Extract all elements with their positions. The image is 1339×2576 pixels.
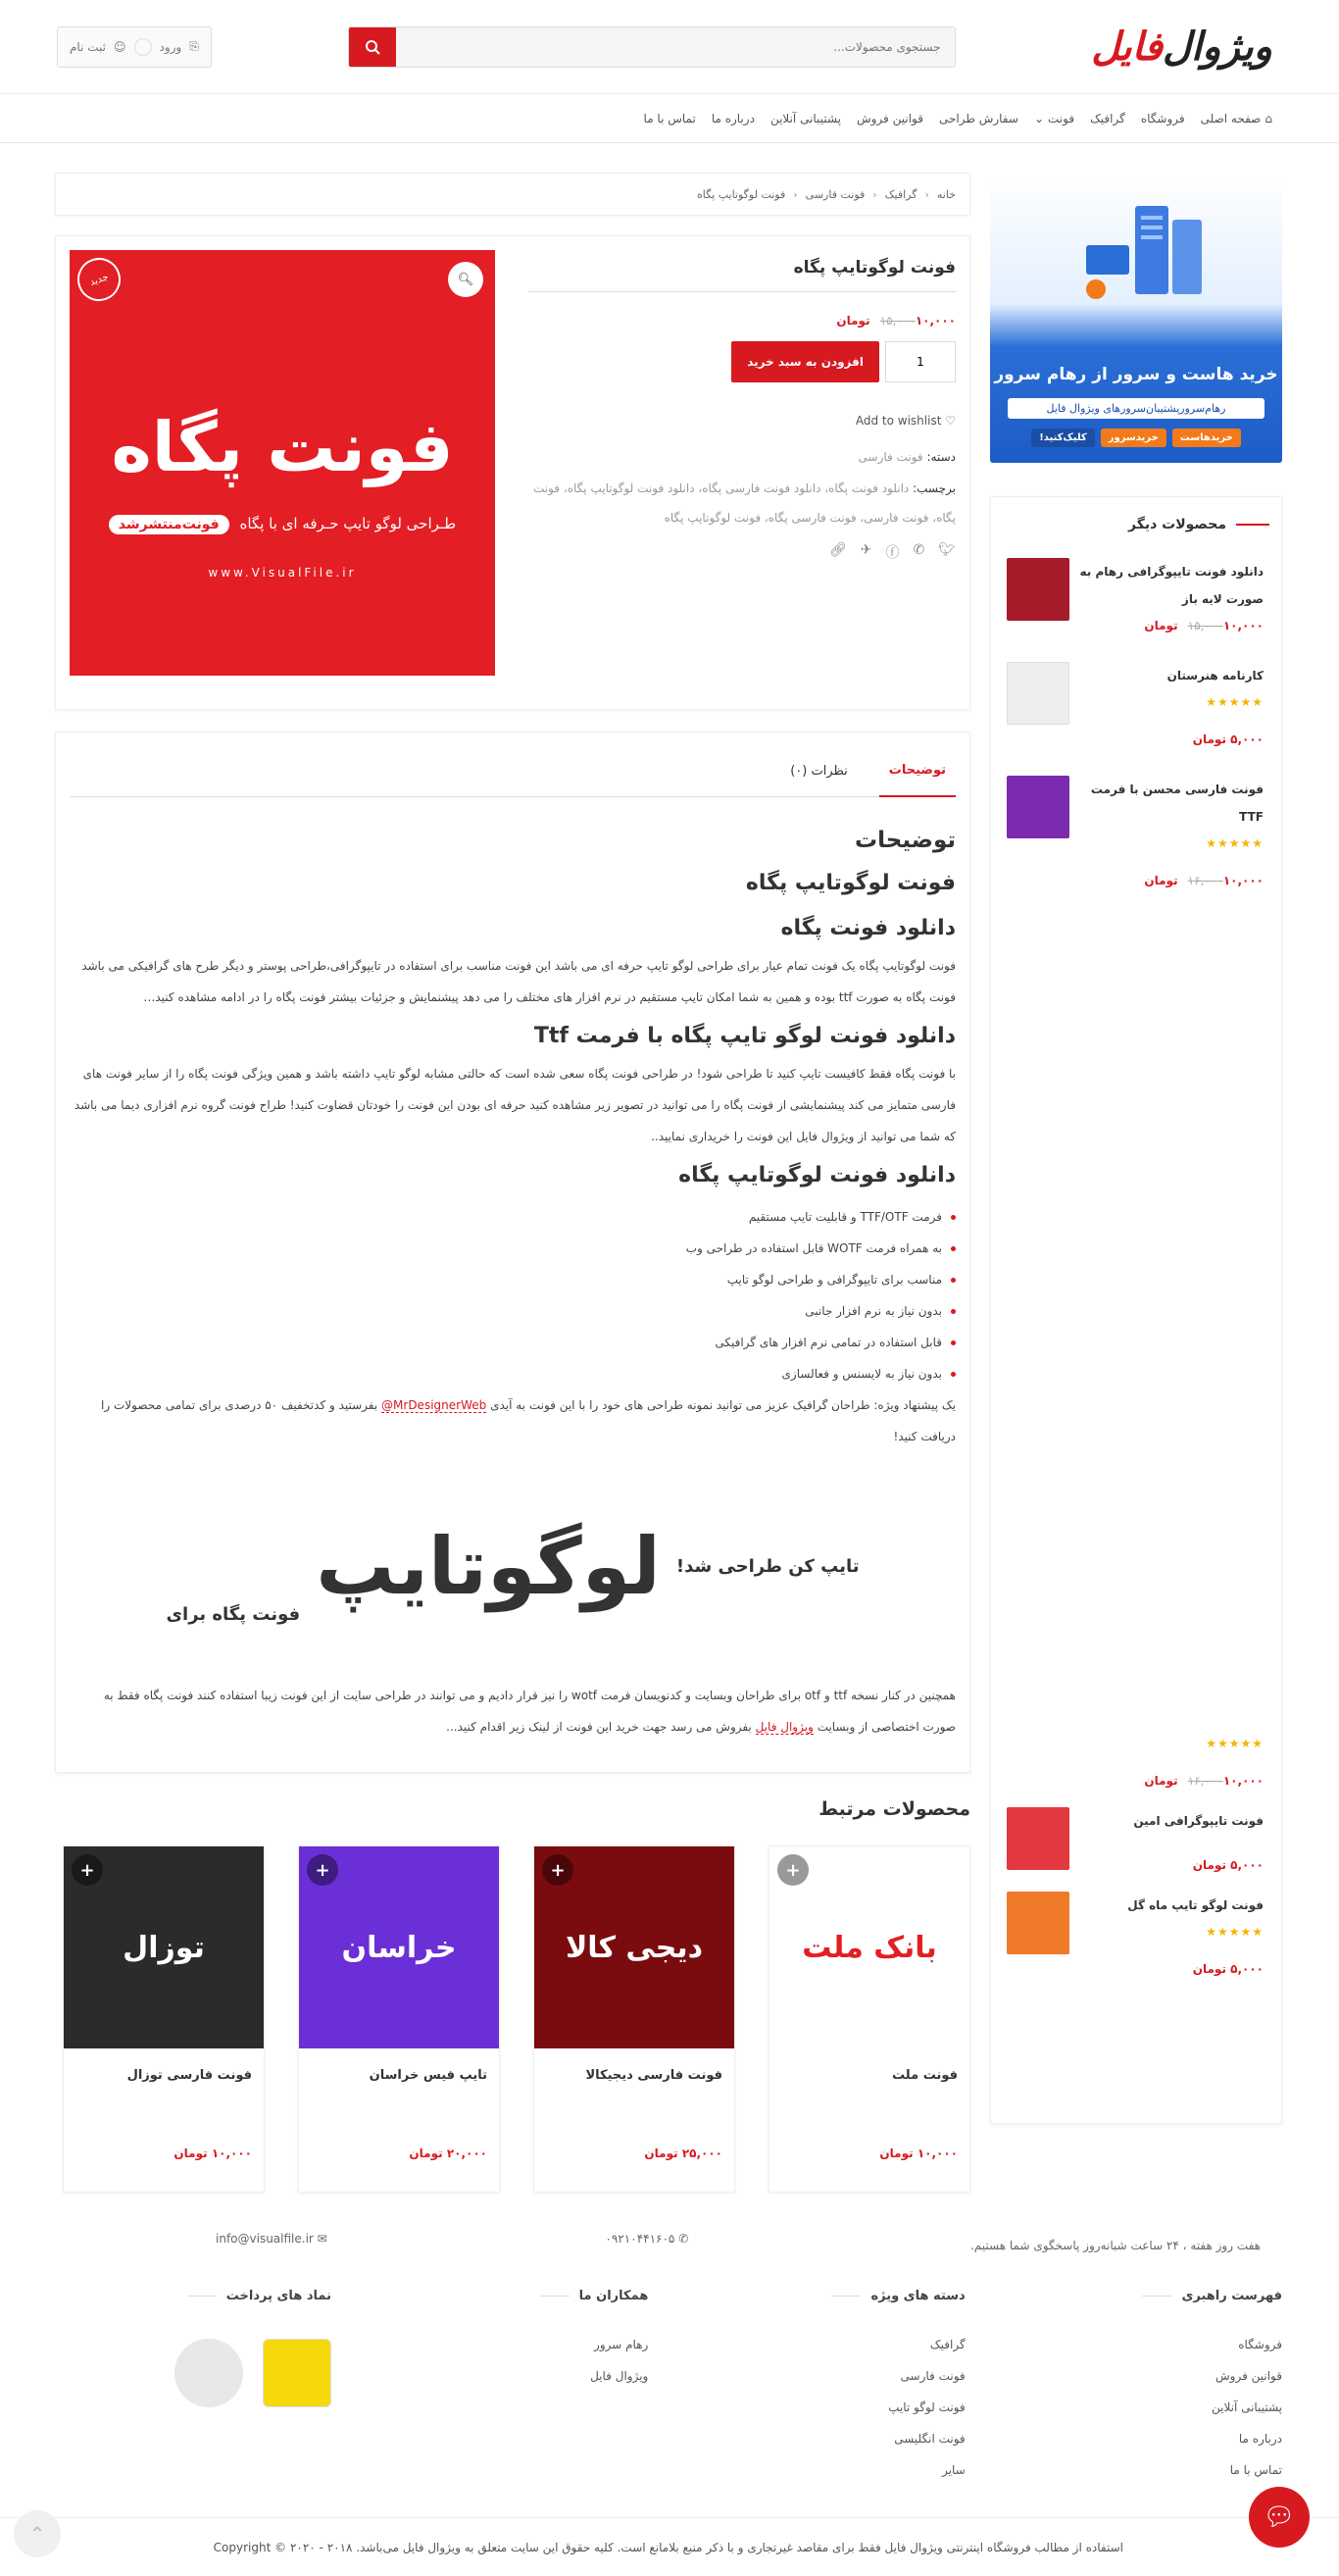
enamad-badge[interactable] [263, 2339, 331, 2407]
click-button[interactable]: کلیک‌کنید! [1031, 429, 1095, 447]
new-price: ۵,۰۰۰ تومان [1192, 1962, 1264, 1976]
old-price: ۱۵,۰۰۰ [879, 314, 916, 328]
chat-icon: 💬︎ [1263, 2502, 1296, 2532]
old-price: ۱۶,۰۰۰ [1187, 874, 1223, 887]
zoom-icon[interactable]: 🔍︎ [448, 262, 483, 297]
nav-home[interactable] [1201, 112, 1272, 126]
side-product-thumb [1007, 662, 1069, 725]
contact-row [0, 2232, 1339, 2259]
product-card[interactable] [63, 1845, 265, 2193]
desc-paragraph: فونت لوگوتایپ پگاه یک فونت تمام عیار برای طراحی لوگو تایپ حرفه ای می باشد این فونت مناسب برای استفاده در تایپوگرافی،طراحی پوستر و دیگر طرح های گرافیکی می باشد فونت پگاه به صورت ttf بوده و همین به شما امکان تایپ مستقیم در نرم افزار های مختلف را می دهد پیشنمایش و جزئیات بیشتر فونت پگاه را در ادامه مشاهده کنید… [81, 959, 956, 1004]
site-logo[interactable] [1091, 25, 1272, 70]
footer-link[interactable]: تماس با ما [1229, 2463, 1282, 2477]
nav-order[interactable]: سفارش طراحی [938, 111, 1018, 126]
copyright: استفاده از مطالب فروشگاه اینترنتی ویژوال فایل فقط برای مقاصد غیرتجاری و با ذکر منبع بلامانع است. کلیه حقوق این سایت متعلق به ویژوال فایل می‌باشد. ۲۰۱۸ - ۲۰۲۰ © Copyright [0, 2517, 1339, 2576]
offer-text: یک پیشنهاد ویژه: طراحان گرافیک عزیز می توانید نمونه طراحی های خود را با این فونت به آیدی [490, 1398, 956, 1412]
facebook-icon[interactable]: ⓕ [885, 545, 900, 561]
other-products-title: محصولات دیگر [991, 517, 1269, 532]
new-price: ۱۰,۰۰۰ تومان [1144, 1774, 1264, 1788]
image-url: www.VisualFile.ir [208, 566, 357, 580]
nav-about[interactable]: درباره ما [711, 111, 755, 126]
banner-subtitle: رهام‌سرور‌پشتیبان‌سرورهای ویژوال فایل [1008, 398, 1265, 419]
footer-link[interactable]: فونت انگلیسی [894, 2432, 966, 2446]
list-item: فرمت TTF/OTF و قابلیت تایپ مستقیم [70, 1201, 956, 1233]
footer-link[interactable]: ویژوال فایل [590, 2369, 649, 2383]
hosting-banner[interactable] [990, 173, 1282, 463]
desc-subtitle: دانلود فونت پگاه [780, 916, 956, 940]
other-products-widget [990, 496, 1282, 2124]
buy-host-button[interactable]: خرید‌هاست [1172, 429, 1241, 447]
card-image [534, 1846, 734, 2048]
card-price: ۲۵,۰۰۰ تومان [644, 2147, 722, 2160]
nav-label: صفحه اصلی [1200, 111, 1262, 126]
footer-link[interactable]: قوانین فروش [1215, 2369, 1282, 2383]
quantity-input[interactable] [885, 341, 956, 382]
footer-col-title: دسته های ویژه [691, 2289, 966, 2303]
phone [605, 2232, 688, 2246]
nav-font[interactable] [1034, 112, 1074, 126]
crumb-graphic[interactable]: گرافیک [884, 187, 917, 201]
card-name: فونت ملت [892, 2068, 958, 2083]
side-product[interactable] [991, 1797, 1281, 1882]
twitter-icon[interactable]: 🐦︎ [938, 542, 956, 558]
nav-rules[interactable]: قوانین فروش [856, 111, 923, 126]
footer-col-trust [57, 2289, 331, 2486]
product-card[interactable] [769, 1845, 970, 2193]
search-bar [348, 26, 956, 68]
card-image-text: دیجی کالا [565, 1930, 704, 1965]
chevron-left-icon: ‹ [872, 187, 877, 201]
desc-paragraph: با فونت پگاه فقط کافیست تایپ کنید تا طراحی شود! در طراحی فونت پگاه سعی شده است که حالتی مشابه لوگو تایپ داشته باشد و همین ویژگی فونت پگاه را از سایر فونت های فارسی متمایز می کند پیشنمایشی از فونت پگاه را می توانید در تصویر زیر مشاهده کنید حرفه ای بودن این فونت را خودتان قضاوت کنید! طراح فونت گروه نرم افزاری دیما می باشد که شما می توانید از ویژوال فایل این فونت را خریداری نمایید.. [74, 1067, 956, 1143]
card-name: فونت فارسی توزال [126, 2068, 252, 2083]
footer-col-title: فهرست راهبری [1008, 2289, 1282, 2303]
image-title: فونت پگاه [111, 407, 454, 487]
footer-link[interactable]: درباره ما [1238, 2432, 1282, 2446]
category-label: دسته: [926, 450, 956, 464]
card-image-text: بانک ملت [802, 1930, 937, 1965]
side-product-thumb [1007, 1892, 1069, 1954]
footer-col-title: نماد های پرداخت [57, 2289, 331, 2303]
footer-columns [0, 2289, 1339, 2486]
desc-paragraph [70, 1389, 956, 1452]
list-item: مناسب برای تایپوگرافی و طراحی لوگو تایپ [70, 1264, 956, 1295]
rating-stars: ★★★★★ [1206, 836, 1264, 850]
sidebar [990, 173, 1282, 2124]
description-section [55, 732, 970, 1773]
email [216, 2232, 327, 2246]
card-price: ۱۰,۰۰۰ تومان [174, 2147, 252, 2160]
home-icon: ⌂ [1265, 111, 1272, 126]
footer-link[interactable]: رهام سرور [594, 2338, 649, 2351]
product-price [528, 314, 956, 328]
category-link[interactable]: فونت فارسی [858, 450, 923, 464]
tags-label: برچسب: [913, 481, 956, 495]
plus-icon[interactable]: + [777, 1854, 809, 1886]
image-sub-text: طـراحی لوگو تایپ حـرفه ای با پگاه [239, 515, 457, 532]
scroll-top-button[interactable] [14, 2510, 61, 2557]
product-card[interactable] [533, 1845, 735, 2193]
trust-badges [57, 2339, 331, 2407]
email-address: info@visualfile.ir [216, 2232, 314, 2246]
new-price: ۱۰,۰۰۰ تومان [836, 314, 956, 328]
related-title: محصولات مرتبط [818, 1798, 970, 1820]
wishlist-label: Add to wishlist [855, 414, 942, 428]
old-price: ۱۶,۰۰۰ [1187, 1774, 1223, 1788]
tab-reviews[interactable]: نظرات (۰) [790, 764, 848, 779]
chevron-left-icon: ‹ [793, 187, 798, 201]
rating-stars: ★★★★★ [1206, 695, 1264, 709]
nav-label: فونت [1048, 111, 1075, 126]
search-input[interactable] [396, 27, 955, 67]
breadcrumb [55, 173, 970, 216]
footer-col-nav [1008, 2289, 1282, 2486]
closing-text: بفروش می رسد جهت خرید این فونت از لینک زیر اقدام کنید... [446, 1720, 752, 1734]
side-product-thumb [1007, 558, 1069, 621]
arrow-up-icon: ⌃ [28, 2522, 46, 2546]
image-subtitle [70, 515, 495, 532]
side-product-thumb [1007, 1807, 1069, 1870]
visualfile-link[interactable]: ویژوال فایل [755, 1720, 814, 1734]
login-icon: ⎘ [189, 39, 199, 53]
card-image [769, 1846, 969, 2048]
side-product[interactable] [991, 548, 1281, 642]
list-item: قابل استفاده در تمامی نرم افزار های گرافیکی [70, 1327, 956, 1358]
image-sub-badge: فونت‌منتشرشد [109, 515, 229, 534]
product-info [528, 250, 956, 695]
samandehi-badge[interactable] [174, 2339, 243, 2407]
auth-box [57, 26, 212, 68]
card-image-text: توزال [123, 1930, 205, 1965]
top-header [0, 0, 1339, 94]
card-price: ۱۰,۰۰۰ تومان [879, 2147, 958, 2160]
card-price: ۲۰,۰۰۰ تومان [409, 2147, 487, 2160]
desc-subtitle: دانلود فونت لوگوتایپ پگاه [678, 1163, 956, 1187]
server-illustration [1066, 196, 1214, 314]
new-price: ۵,۰۰۰ تومان [1192, 1858, 1264, 1872]
tab-description[interactable]: توضیحات [879, 746, 956, 797]
nav-support[interactable]: پشتیبانی آنلاین [769, 111, 841, 126]
side-product[interactable] [991, 766, 1281, 897]
rating-stars: ★★★★★ [1206, 1925, 1264, 1939]
banner-title: خرید هاست و سرور از رهام سرور [994, 365, 1278, 384]
plus-icon[interactable]: + [542, 1854, 573, 1886]
footer-link[interactable]: فونت لوگو تایپ [888, 2400, 966, 2414]
desc-subtitle: دانلود فونت لوگو تایپ پگاه با فرمت Ttf [533, 1024, 956, 1048]
telegram-icon[interactable]: ✈ [860, 542, 872, 558]
footer-col-categories [691, 2289, 966, 2486]
side-product[interactable] [991, 652, 1281, 756]
chevron-down-icon: ⌄ [1033, 111, 1044, 126]
heart-icon: ♡ [945, 414, 956, 428]
preview-small-text: فونت پگاه برای [166, 1604, 301, 1625]
tags-list[interactable]: دانلود فونت پگاه، دانلود فونت فارسی پگاه، دانلود فونت لوگوتایپ پگاه، فونت پگاه، فونت فارسی، فونت فارسی پگاه، فونت لوگوتایپ پگاه [532, 481, 956, 525]
card-image [64, 1846, 264, 2048]
nav-graphic[interactable]: گرافیک [1090, 111, 1125, 126]
footer [0, 2232, 1339, 2576]
footer-col-title: همکاران ما [373, 2289, 648, 2303]
side-product-name: فونت لوگو تایپ ماه گل [1127, 1898, 1264, 1912]
support-text: هفت روز هفته ، ۲۴ ساعت شبانه‌روز پاسخگوی شما هستیم. [969, 2239, 1261, 2252]
new-price: ۱۰,۰۰۰ تومان [1144, 874, 1264, 887]
preview-small-text: تایپ کن طراحی شد! [675, 1555, 860, 1577]
new-price: ۵,۰۰۰ تومان [1192, 732, 1264, 746]
related-products [55, 1845, 970, 2193]
phone-icon: ✆ [678, 2232, 689, 2246]
register-link[interactable]: ثبت نام [70, 39, 106, 54]
product-meta [528, 441, 956, 532]
product-title: فونت لوگوتایپ پگاه [528, 250, 956, 292]
rating-stars: ★★★★★ [1206, 1737, 1264, 1750]
font-preview-image [70, 1468, 956, 1664]
designer-link[interactable]: MrDesignerWeb@ [381, 1398, 487, 1412]
register-icon: ☺ [113, 39, 126, 54]
plus-icon[interactable]: + [72, 1854, 103, 1886]
closing-text: همچنین در کنار نسخه ttf و otf برای طراحان وبسایت و کدنویسان فرمت wotf را نیز قرار دادیم و می توانند در طراحی سایت از این فونت زیبا استفاده کنند فونت پگاه فقط به صورت اختصاصی از وبسایت [103, 1689, 956, 1734]
footer-link[interactable]: فروشگاه [1238, 2338, 1282, 2351]
desc-paragraph [70, 1680, 956, 1743]
add-to-cart-button[interactable]: افزودن به سبد خرید [731, 341, 879, 382]
search-button[interactable] [349, 27, 396, 67]
side-product-name: کارنامه هنرستان [1166, 669, 1264, 682]
side-product-thumb [1007, 776, 1069, 838]
crumb-persian-font[interactable]: فونت فارسی [805, 187, 866, 201]
login-link[interactable]: ورود [159, 39, 182, 54]
side-product-name: دانلود فونت تایپوگرافی رهام به صورت لایه باز [1079, 565, 1264, 606]
nav-contact[interactable]: تماس با ما [643, 111, 696, 126]
feature-list [70, 1201, 956, 1389]
phone-number: ۰۹۲۱۰۴۴۱۶۰۵ [605, 2232, 675, 2246]
card-image-text: خراسان [341, 1930, 457, 1965]
main-nav [0, 94, 1339, 143]
footer-link[interactable]: سایر [942, 2463, 966, 2477]
desc-title: فونت لوگوتایپ پگاه [745, 871, 956, 895]
sidebar-spacer [991, 897, 1281, 1721]
card-name: تایپ فیس خراسان [369, 2068, 487, 2083]
crumb-home[interactable]: خانه [936, 187, 956, 201]
new-price: ۱۰,۰۰۰ تومان [1144, 619, 1264, 632]
main-content [55, 173, 970, 2193]
footer-link[interactable]: فونت فارسی [900, 2369, 966, 2383]
chat-button[interactable] [1249, 2487, 1310, 2548]
logo-text-1: ویژوال [1162, 24, 1272, 70]
footer-col-partners [373, 2289, 648, 2486]
wishlist-link[interactable] [528, 414, 956, 428]
nav-shop[interactable]: فروشگاه [1140, 111, 1185, 126]
crumb-current: فونت لوگوتایپ پگاه [696, 187, 786, 201]
side-product-name: فونت فارسی محسن با فرمت TTF [1090, 783, 1264, 824]
preview-big-text: لوگوتایپ [316, 1520, 661, 1612]
new-badge: جدید [72, 252, 126, 307]
product-section [55, 235, 970, 710]
banner-buttons [1004, 429, 1268, 447]
chevron-left-icon: ‹ [924, 187, 929, 201]
list-item: به همراه فرمت WOTF قابل استفاده در طراحی وب [70, 1233, 956, 1264]
card-image [299, 1846, 499, 2048]
share-icons [528, 542, 956, 562]
add-to-cart-form [528, 341, 956, 382]
whatsapp-icon[interactable]: ✆ [913, 542, 925, 558]
side-product[interactable] [991, 1882, 1281, 1986]
footer-link[interactable]: پشتیبانی آنلاین [1211, 2400, 1282, 2414]
link-icon[interactable]: 🔗︎ [828, 542, 847, 558]
email-icon: ✉ [317, 2232, 327, 2246]
card-name: فونت فارسی دیجیکالا [585, 2068, 722, 2083]
product-card[interactable] [298, 1845, 500, 2193]
logo-text-2: فایل [1091, 24, 1163, 70]
list-item: بدون نیاز به لایسنس و فعالسازی [70, 1358, 956, 1389]
plus-icon[interactable]: + [307, 1854, 338, 1886]
search-icon [365, 39, 380, 55]
side-product[interactable] [991, 1721, 1281, 1797]
side-product-name: فونت تایپوگرافی امین [1133, 1814, 1264, 1828]
product-image[interactable] [70, 250, 495, 676]
old-price: ۱۵,۰۰۰ [1187, 619, 1223, 632]
offer-text: بفرستید و کدتخفیف ۵۰ درصدی برای تمامی محصولات را دریافت کنید! [101, 1398, 956, 1443]
list-item: بدون نیاز به نرم افزار جانبی [70, 1295, 956, 1327]
product-tabs [70, 746, 956, 797]
desc-heading: توضیحات [855, 828, 956, 853]
buy-server-button[interactable]: خرید‌سرور [1101, 429, 1166, 447]
auth-divider [134, 38, 152, 56]
footer-link[interactable]: گرافیک [929, 2338, 966, 2351]
